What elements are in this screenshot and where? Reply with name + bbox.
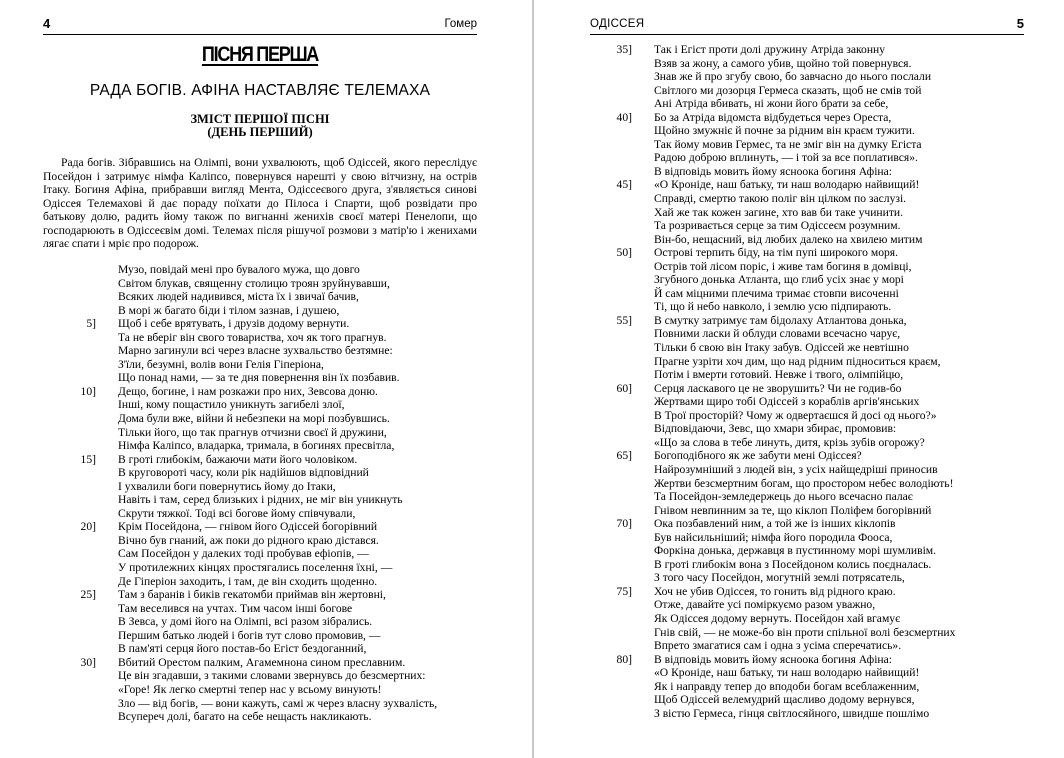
- verse-text: Хоч не убив Одіссея, то гонить від рідного краю.: [654, 584, 896, 598]
- verse-text: Тільки б свою він Ітаку забув. Одіссей же невтішно: [654, 341, 909, 355]
- verse-text: Хай же так кожен загине, хто вав би таке учинити.: [654, 205, 904, 219]
- verse-line: [598, 653, 1048, 667]
- verse-line: [598, 138, 1048, 152]
- verse-line: [598, 84, 1048, 98]
- verse-line: [62, 588, 502, 602]
- verse-line: [62, 669, 502, 683]
- verse-text: Гнівом невпинним за те, що кіклоп Поліфем богорівний: [654, 503, 932, 517]
- verse-line: [598, 355, 1048, 369]
- verse-line: [598, 626, 1048, 640]
- verse-line: [598, 219, 1048, 233]
- verse-text: Щойно змужніє й почне за рідним він краєм тужити.: [654, 124, 915, 138]
- verse-number: 20]: [80, 520, 96, 534]
- verse-text: Світом блукав, священну столицю троян зруйнувавши,: [118, 276, 390, 290]
- verse-text: В відповідь мовить йому ясноока богиня Афіна:: [654, 164, 892, 178]
- verse-text: Зло — від богів, — вони кажуть, самі ж через власну зухвалість,: [118, 696, 438, 710]
- verse-text: Й сам міцними плечима тримає стовпи височенні: [654, 286, 899, 300]
- verse-number: 5]: [86, 317, 96, 331]
- verse-line: [598, 422, 1048, 436]
- verse-text: Марно загинули всі через власне зухвальство безтямне:: [118, 344, 393, 358]
- verse-line: [598, 178, 1048, 192]
- verse-text: Острів той лісом поріс, і живе там богиня в домівці,: [654, 259, 912, 273]
- verse-text: Крім Посейдона, — гнівом його Одіссей богорівний: [118, 520, 378, 534]
- verse-line: [598, 273, 1048, 287]
- verse-list: [62, 263, 502, 724]
- verse-text: Взяв за жону, а самого убив, щойно той повернувся.: [654, 56, 912, 70]
- verse-text: Вічно був гнаний, аж поки до рідного краю дістався.: [118, 533, 379, 547]
- verse-text: Так і Егіст проти долі дружину Атріда законну: [654, 43, 886, 56]
- verse-text: Серця ласкавого це не зворушить? Чи не годив-бо: [654, 381, 902, 395]
- verse-line: [62, 710, 502, 724]
- verse-line: [598, 382, 1048, 396]
- verse-line: [62, 426, 502, 440]
- verse-text: Потім і вмерти готовий. Невже і твого, олімпійцю,: [654, 368, 904, 382]
- verse-text: Німфа Каліпсо, владарка, тримала, в богинях пресвітла,: [118, 439, 395, 453]
- verse-text: Форкіна донька, державця в пустинному морі шумливім.: [654, 544, 937, 558]
- verse-text: «О Кроніде, наш батьку, ти наш володарю найвищий!: [654, 666, 920, 680]
- verse-text: В круговороті часу, коли рік надійшов відповідний: [118, 466, 369, 480]
- verse-text: Радою доброю вплинуть, — і той за все поплатився».: [654, 151, 918, 165]
- running-head: ОДІССЕЯ: [590, 18, 645, 30]
- verse-line: [598, 233, 1048, 247]
- right-page: [534, 0, 1064, 758]
- verse-text: Відповідаючи, Зевс, що хмари збирає, промовив:: [654, 422, 897, 436]
- verse-text: З вістю Гермеса, гінця світлосяйного, швидше пошлімо: [654, 706, 930, 720]
- verse-text: Ока позбавлений ним, а той же із інших кіклопів: [654, 517, 896, 531]
- verse-text: В Трої просторій? Чому ж одвертаєшся й досі од нього?»: [654, 408, 937, 422]
- verse-line: [62, 561, 502, 575]
- verse-text: «Горе! Як легко смертні тепер нас у всьому винують!: [118, 682, 382, 696]
- verse-line: [62, 466, 502, 480]
- verse-text: В морі ж багато біди і тілом зазнав, і душею,: [118, 303, 340, 317]
- verse-line: [62, 358, 502, 372]
- verse-line: [598, 666, 1048, 680]
- verse-number: 25]: [80, 588, 96, 602]
- verse-line: [598, 97, 1048, 111]
- verse-line: [62, 683, 502, 697]
- verse-line: [598, 504, 1048, 518]
- verse-line: [598, 693, 1048, 707]
- verse-text: Жертвами щиро тобі Одіссей з кораблів аргів'янських: [654, 395, 920, 409]
- verse-text: У протилежних кінцях простягались поселення їхні, —: [118, 561, 393, 575]
- verse-line: [62, 480, 502, 494]
- verse-line: [62, 547, 502, 561]
- verse-line: [62, 277, 502, 291]
- verse-line: [598, 192, 1048, 206]
- verse-text: Згубного донька Атланта, що глиб усіх знає у морі: [654, 273, 904, 287]
- verse-line: [598, 260, 1048, 274]
- verse-number: 75]: [616, 584, 632, 598]
- page-number: 4: [43, 16, 51, 31]
- summary-paragraph: Рада богів. Зібравшись на Олімпі, вони ухвалюють, щоб Одіссей, якого переслідує Посейдон і затримує німфа Каліпсо, повернувся нарешті у свою вітчизну, на острів Ітаку. Богиня Афіна, прибравши вигляд Мента, Одіссеєвого друга, з'являється синові Одіссея Телемахові й дає пораду поїхати до Пілоса і Спарти, щоб розвідати про батькову долю, радить йому також по вигнанні женихів своєї матері Пенелопи, що господарюють в Одіссеєвім домі. Телемах після рішучої розмови з матір'ю і женихами лягає спати і мріє про подорож.: [43, 156, 477, 250]
- verse-line: [62, 453, 502, 467]
- verse-text: Всупереч долі, багато на себе нещасть накликають.: [118, 710, 372, 724]
- verse-line: [62, 575, 502, 589]
- verse-text: Музо, повідай мені про бувалого мужа, що довго: [118, 263, 360, 276]
- verse-text: Та Посейдон-земледержець до нього всечасно палає: [654, 490, 913, 504]
- chapter-title: РАДА БОГІВ. АФІНА НАСТАВЛЯЄ ТЕЛЕМАХА: [89, 82, 431, 99]
- page-number: 5: [1016, 16, 1024, 31]
- verse-text: «О Кроніде, наш батьку, ти наш володарю найвищий!: [654, 178, 920, 192]
- page-header: [590, 14, 1024, 35]
- verse-number: 55]: [616, 313, 632, 327]
- verse-text: Повними ласки й облуди словами всечасно чарує,: [654, 327, 901, 341]
- verse-line: [598, 598, 1048, 612]
- verse-text: Світлого ми дозорця Гермеса сказать, щоб не смів той: [654, 83, 922, 97]
- verse-line: [598, 314, 1048, 328]
- verse-line: [598, 571, 1048, 585]
- verse-line: [62, 412, 502, 426]
- verse-line: [598, 436, 1048, 450]
- verse-text: В гроті глибокім, бажаючи мати його чоловіком.: [118, 452, 358, 466]
- verse-text: Отже, давайте усі поміркуємо разом уважно,: [654, 598, 876, 612]
- verse-line: [62, 642, 502, 656]
- verse-line: [62, 629, 502, 643]
- verse-line: [598, 287, 1048, 301]
- verse-text: Він-бо, нещасний, від любих далеко на хвилею митим: [654, 232, 923, 246]
- verse-text: З'їли, безумні, волів вони Гелія Гіперіона,: [118, 357, 324, 371]
- verse-text: Ті, що й небо навколо, і землю усю підпирають.: [654, 300, 892, 314]
- verse-line: [62, 615, 502, 629]
- verse-number: 10]: [80, 384, 96, 398]
- verse-line: [62, 385, 502, 399]
- verse-line: [598, 409, 1048, 423]
- verse-text: Та розривається серце за тим Одіссеєм розумним.: [654, 219, 901, 233]
- verse-number: 35]: [616, 43, 632, 56]
- verse-text: В Зевса, у домі його на Олімпі, всі разом зібрались.: [118, 615, 373, 629]
- verse-text: В гроті глибокім вона з Посейдоном колись поєдналась.: [654, 557, 932, 571]
- verse-text: Найрозумніший з людей він, з усіх найщедріші приносив: [654, 462, 938, 476]
- verse-line: [62, 656, 502, 670]
- verse-line: [598, 490, 1048, 504]
- summary-title: [43, 113, 477, 139]
- verse-line: [62, 290, 502, 304]
- verse-line: [598, 477, 1048, 491]
- verse-text: Дома були вже, війни й небезпеки на морі позбувшись.: [118, 412, 390, 426]
- verse-text: Впрето змагатися сам і одна з усіма сперечатись».: [654, 639, 902, 653]
- verse-text: Ані Атріда вбивать, ні жони його брати за себе,: [654, 97, 889, 111]
- verse-line: [62, 398, 502, 412]
- verse-line: [62, 317, 502, 331]
- verse-text: Інші, кому пощастило уникнуть загибелі злої,: [118, 398, 345, 412]
- verse-line: [598, 70, 1048, 84]
- verse-line: [598, 43, 1048, 57]
- verse-number: 45]: [616, 178, 632, 192]
- verse-line: [598, 395, 1048, 409]
- page-header: [43, 14, 477, 35]
- verse-line: [598, 165, 1048, 179]
- verse-number: 15]: [80, 452, 96, 466]
- verse-text: Сам Посейдон у далеких тоді пробував ефіопів, —: [118, 547, 369, 561]
- verse-text: Це він згадавши, з такими словами звернувсь до безсмертних:: [118, 669, 426, 683]
- verse-text: Жертви безсмертним богам, що простором небес володіють!: [654, 476, 954, 490]
- verse-number: 70]: [616, 517, 632, 531]
- verse-text: «Що за слова в тебе линуть, дитя, крізь зубів огорожу?: [654, 435, 925, 449]
- verse-text: Гнів свій, — не може-бо він проти спільної волі безсмертних: [654, 625, 956, 639]
- verse-text: В пам'яті серця його постав-бо Егіст бездоганний,: [118, 642, 367, 656]
- verse-text: Де Гіперіон заходить, і там, де він сходить щоденно.: [118, 574, 378, 588]
- verse-line: [62, 534, 502, 548]
- verse-text: Як і направду тепер до вподоби богам всеблаженним,: [654, 679, 920, 693]
- verse-text: В смутку затримує там бідолаху Атлантова донька,: [654, 313, 907, 327]
- verse-line: [598, 449, 1048, 463]
- verse-line: [598, 585, 1048, 599]
- verse-number: 30]: [80, 655, 96, 669]
- verse-line: [62, 602, 502, 616]
- verse-line: [598, 639, 1048, 653]
- verse-text: Знав же й про згубу свою, бо завчасно до нього послали: [654, 70, 932, 84]
- verse-text: Так йому мовив Гермес, та не зміг він на думку Егіста: [654, 137, 922, 151]
- verse-line: [62, 263, 502, 277]
- verse-line: [598, 124, 1048, 138]
- verse-text: Богоподібного як же забути мені Одіссея?: [654, 449, 862, 463]
- summary-title-line: ЗМІСТ ПЕРШОЇ ПІСНІ: [190, 112, 330, 126]
- verse-line: [598, 246, 1048, 260]
- verse-line: [62, 507, 502, 521]
- song-title: ПІСНЯ ПЕРША: [201, 43, 319, 66]
- verse-line: [598, 111, 1048, 125]
- verse-text: І ухвалили боги повернутись йому до Ітаки,: [118, 479, 336, 493]
- verse-text: Та не вберіг він свого товариства, хоч як того прагнув.: [118, 330, 387, 344]
- verse-line: [62, 344, 502, 358]
- verse-text: В відповідь мовить йому ясноока богиня Афіна:: [654, 652, 892, 666]
- verse-line: [62, 520, 502, 534]
- verse-text: Всяких людей надивився, міста їх і звичаї бачив,: [118, 290, 359, 304]
- verse-line: [598, 463, 1048, 477]
- verse-text: Прагне узріти хоч дим, що над рідним підноситься краєм,: [654, 354, 941, 368]
- verse-number: 50]: [616, 246, 632, 260]
- verse-list: [598, 43, 1048, 720]
- verse-line: [598, 707, 1048, 721]
- verse-text: Бо за Атріда відомста відбудеться через Ореста,: [654, 110, 892, 124]
- verse-number: 65]: [616, 449, 632, 463]
- verse-line: [598, 151, 1048, 165]
- verse-line: [62, 697, 502, 711]
- verse-line: [598, 57, 1048, 71]
- verse-text: Навіть і там, серед близьких і рідних, не міг він уникнуть: [118, 493, 403, 507]
- verse-text: Щоб і себе врятувать, і друзів додому вернути.: [118, 317, 350, 331]
- verse-text: Тільки його, що так прагнув отчизни своєї й дружини,: [118, 425, 387, 439]
- verse-text: Дещо, богине, і нам розкажи про них, Зевсова доню.: [118, 384, 378, 398]
- verse-text: Як Одіссея додому вернуть. Посейдон хай вгамує: [654, 611, 901, 625]
- verse-line: [598, 517, 1048, 531]
- verse-line: [62, 331, 502, 345]
- verse-line: [598, 368, 1048, 382]
- verse-text: Вбитий Орестом палким, Агамемнона сином преславним.: [118, 655, 406, 669]
- verse-line: [598, 327, 1048, 341]
- verse-text: Там веселився на учтах. Тим часом інші богове: [118, 601, 353, 615]
- verse-text: Скрути тяжкої. Тоді всі богове йому співчували,: [118, 506, 356, 520]
- running-head: Гомер: [444, 18, 477, 30]
- verse-line: [598, 558, 1048, 572]
- verse-text: Справді, смертю такою поліг він цілком по заслузі.: [654, 192, 907, 206]
- verse-line: [62, 439, 502, 453]
- verse-line: [598, 300, 1048, 314]
- verse-text: З того часу Посейдон, могутній землі потрясатель,: [654, 571, 905, 585]
- verse-line: [598, 531, 1048, 545]
- verse-text: Першим батько людей і богів тут слово промовив, —: [118, 628, 381, 642]
- verse-text: Щоб Одіссей велемудрий щасливо додому вернувся,: [654, 693, 915, 707]
- verse-number: 80]: [616, 652, 632, 666]
- verse-number: 40]: [616, 110, 632, 124]
- verse-text: Там з баранів і биків гекатомби приймав він жертовні,: [118, 588, 386, 602]
- summary-title-line: (ДЕНЬ ПЕРШИЙ): [207, 125, 313, 139]
- verse-line: [598, 206, 1048, 220]
- verse-number: 60]: [616, 381, 632, 395]
- verse-line: [62, 371, 502, 385]
- verse-text: Острові терпить біду, на тім пупі широкого моря.: [654, 246, 899, 260]
- verse-line: [598, 680, 1048, 694]
- verse-line: [62, 493, 502, 507]
- verse-line: [598, 544, 1048, 558]
- verse-line: [598, 612, 1048, 626]
- verse-text: Що понад нами, — за те дня повернення він їх позбавив.: [118, 371, 400, 385]
- verse-text: Був найсильніший; німфа його породила Фооса,: [654, 530, 893, 544]
- verse-line: [598, 341, 1048, 355]
- verse-line: [62, 304, 502, 318]
